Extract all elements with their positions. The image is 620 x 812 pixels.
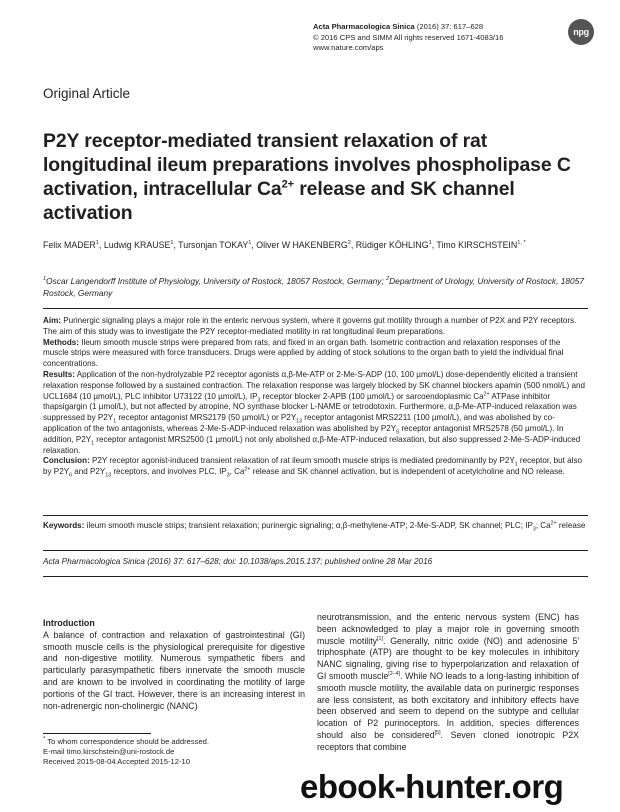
author-list [43, 239, 603, 251]
methods-label: Methods: [43, 337, 79, 347]
author-affiliation-number: 1, * [517, 240, 526, 247]
divider [43, 550, 588, 551]
author-affiliation-number: 1 [248, 240, 252, 247]
author-name: Ludwig KRAUSE [103, 240, 171, 250]
journal-copyright: © 2016 CPS and SIMM All rights reserved 1671-4083/16 [313, 32, 504, 42]
methods-text: Ileum smooth muscle strips were prepared from rats, and fixed in an organ bath. Isometric contraction and relaxation responses of the muscle strips were measured with force transducers. Drugs were applied by adding of stock solutions to the organ bath to yield the individual final concentrations. [43, 337, 564, 369]
author-affiliation-number: 1 [428, 240, 432, 247]
divider [43, 515, 588, 516]
intro-left-column [43, 618, 305, 712]
footnote-star: * [43, 736, 46, 743]
citation-journal: Acta Pharmacologica Sinica [43, 557, 145, 566]
subscript: 3 [257, 397, 261, 404]
title-text-end: release and SK channel activation [43, 178, 515, 224]
affiliation-2: Department of Urology, University of Rostock, 18057 Rostock, Germany [43, 276, 585, 299]
subscript: 3 [226, 472, 230, 479]
subscript: 1 [113, 418, 117, 425]
keywords-label: Keywords: [43, 521, 85, 530]
abstract-methods [43, 338, 588, 370]
keywords-text: release [556, 521, 586, 530]
aim-label: Aim: [43, 316, 61, 325]
title-superscript: 2+ [281, 178, 294, 191]
conclusion-text: receptors, and involves PLC, IP [111, 467, 227, 477]
affiliations [43, 275, 588, 299]
abstract-conclusion [43, 456, 588, 478]
subscript: 6 [69, 472, 72, 479]
author-affiliation-number: 2 [347, 240, 351, 247]
author-name: Oliver W HAKENBERG [256, 240, 348, 250]
conclusion-label: Conclusion: [43, 456, 90, 466]
author-separator: , [173, 240, 179, 250]
subscript: 3 [532, 526, 536, 533]
superscript: 2+ [550, 520, 557, 527]
keywords [43, 521, 588, 532]
journal-name: Acta Pharmacologica Sinica [313, 22, 415, 31]
article-type: Original Article [43, 86, 131, 101]
author-separator: , [98, 240, 104, 250]
conclusion-text: and P2Y [72, 467, 106, 477]
subscript: 1 [514, 461, 518, 468]
reference-link[interactable]: [2–4] [388, 671, 401, 678]
subscript: 6 [396, 429, 400, 436]
affil-number: 2 [386, 276, 390, 283]
results-text: ATPase inhibitor thapsigargin (1 µmol/L), but not affected by atropine, NO synthase blocker L-NAME or tetrodotoxin. Furthermore, α,β-Me-ATP-induced relaxation was suppressed by P2Y [43, 391, 577, 423]
results-text: receptor blocker 2-APB (100 µmol/L) or sarcoendoplasmic Ca [260, 391, 484, 401]
divider [43, 308, 588, 309]
author-affiliation-number: 1 [95, 240, 99, 247]
intro-heading: Introduction [43, 618, 95, 628]
affil-number: 1 [43, 276, 46, 283]
footnote-text: To whom correspondence should be addressed. [45, 737, 209, 746]
divider [43, 576, 588, 577]
keywords-text: ; Ca [535, 521, 551, 530]
journal-header [313, 22, 553, 54]
journal-issue: (2016) 37: 617–628 [414, 22, 484, 31]
results-text: receptor antagonist MRS2211 (100 µmol/L), and was abolished by co-application of the two antagonists, whereas 2-Me-S-ADP-induced relaxation was abolished by P2Y [43, 413, 555, 433]
results-text: receptor antagonist MRS2578 (50 µmol/L). In addition, P2Y [43, 423, 564, 444]
author-name: Rüdiger KÖHLING [355, 240, 429, 250]
aim-text: Purinergic signaling plays a major role in the enteric nervous system, where it governs gut motility through a number of P2X and P2Y receptors. The aim of this study was to investigate the P2Y receptor-mediated motility in rat longitudinal ileum preparations. [43, 316, 577, 336]
keywords-text: ileum smooth muscle strips; transient relaxation; purinergic signaling; α,β-methylene-ATP; 2-Me-S-ADP, SK channel; PLC; IP [84, 521, 533, 530]
abstract [43, 316, 588, 478]
conclusion-text: P2Y receptor agonist-induced transient relaxation of rat ileum smooth muscle strips is mediated predominantly by P2Y [89, 456, 515, 466]
correspondence-email[interactable]: E-mail timo.kirschstein@uni-rostock.de [43, 747, 175, 756]
footnote-divider [43, 733, 151, 734]
conclusion-text: , Ca [229, 467, 245, 477]
superscript: 2+ [483, 390, 490, 397]
author-name: Timo KIRSCHSTEIN [436, 240, 518, 250]
title-text: P2Y receptor-mediated transient relaxation of rat longitudinal ileum preparations involves phospholipase C activation, intracellular Ca [43, 130, 571, 200]
results-text: receptor antagonist MRS2500 (1 µmol/L) not only abolished α,β-Me-ATP-induced relaxation, but also suppressed 2-Me-S-ADP-induced relaxation. [43, 434, 581, 455]
conclusion-text: receptor, but also by P2Y [43, 456, 582, 477]
npg-logo: npg [568, 19, 594, 45]
author-name: Felix MADER [43, 240, 96, 250]
intro-text: . Generally, nitric oxide (NO) and adenosine 5′ triphosphate (ATP) are thought to be key molecules in inhibitory NANC signaling, giving rise to hyperpolarization and relaxation of GI smooth muscle [317, 635, 580, 681]
results-label: Results: [43, 369, 75, 379]
intro-paragraph-continued [317, 612, 579, 754]
received-accepted-dates: Received 2015-08-04 Accepted 2015-12-10 [43, 757, 190, 766]
conclusion-text: release and SK channel activation, but is independent of acetylcholine and NO release. [250, 467, 565, 477]
article-title [43, 129, 583, 225]
citation-details: (2016) 37: 617–628; doi: 10.1038/aps.2015.137; published online 28 Mar 2016 [144, 557, 433, 566]
subscript: 13 [296, 418, 302, 425]
author-affiliation-number: 1 [170, 240, 174, 247]
reference-link[interactable]: [5] [434, 730, 441, 737]
author-separator: , [431, 240, 437, 250]
correspondence-footnote [43, 737, 305, 767]
author-separator: , [350, 240, 356, 250]
results-text: receptor antagonist MRS2179 (50 µmol/L) or P2Y [116, 413, 297, 423]
intro-text: . Seven cloned ionotropic P2X receptors that combine [317, 729, 579, 752]
affiliation-1: Oscar Langendorff Institute of Physiology, University of Rostock, 18057 Rostock, Germany; [46, 276, 387, 286]
superscript: 2+ [244, 466, 251, 473]
abstract-results [43, 370, 588, 456]
results-text: Application of the non-hydrolyzable P2 receptor agonists α,β-Me-ATP or 2-Me-S-ADP (10, 100 µmol/L) dose-dependently elicited a transient relaxation response followed by a sustained contraction. The relaxation response was largely blocked by SK channel blockers apamin (500 nmol/L) and UCL1684 (10 µmol/L), PLC inhibitor U73122 (10 µmol/L), IP [43, 369, 585, 401]
citation [43, 556, 588, 567]
abstract-aim [43, 316, 588, 338]
subscript: 1 [91, 440, 95, 447]
author-name: Tursonjan TOKAY [178, 240, 249, 250]
intro-right-column [317, 612, 579, 754]
reference-link[interactable]: [1] [377, 635, 383, 642]
journal-url[interactable]: www.nature.com/aps [313, 43, 384, 52]
intro-text: . While NO leads to a long-lasting inhibition of smooth muscle motility, the available data on purinergic responses are less consistent, as both excitatory and inhibitory effects have been observed and seem to depend on the subtype and cellular location of P2 purinoceptors. In addition, species differences should also be considered [317, 670, 580, 740]
subscript: 13 [105, 472, 112, 479]
intro-text: neurotransmission, and the enteric nervous system (ENC) has been acknowledged to play a major role in governing smooth muscle motility [317, 612, 579, 646]
intro-paragraph: A balance of contraction and relaxation of gastrointestinal (GI) smooth muscle cells is the physiological prerequisite for digestive and non-digestive motility. Numerous sympathetic fibers and particularly parasympathetic fibers innervate the smooth muscle and are known to be involved in coordinating the motility of large portions of the GI tract. However, there is an increasing interest in non-adrenergic non-cholinergic (NANC) [43, 629, 305, 711]
watermark: ebook-hunter.org [300, 768, 564, 805]
author-separator: , [251, 240, 257, 250]
